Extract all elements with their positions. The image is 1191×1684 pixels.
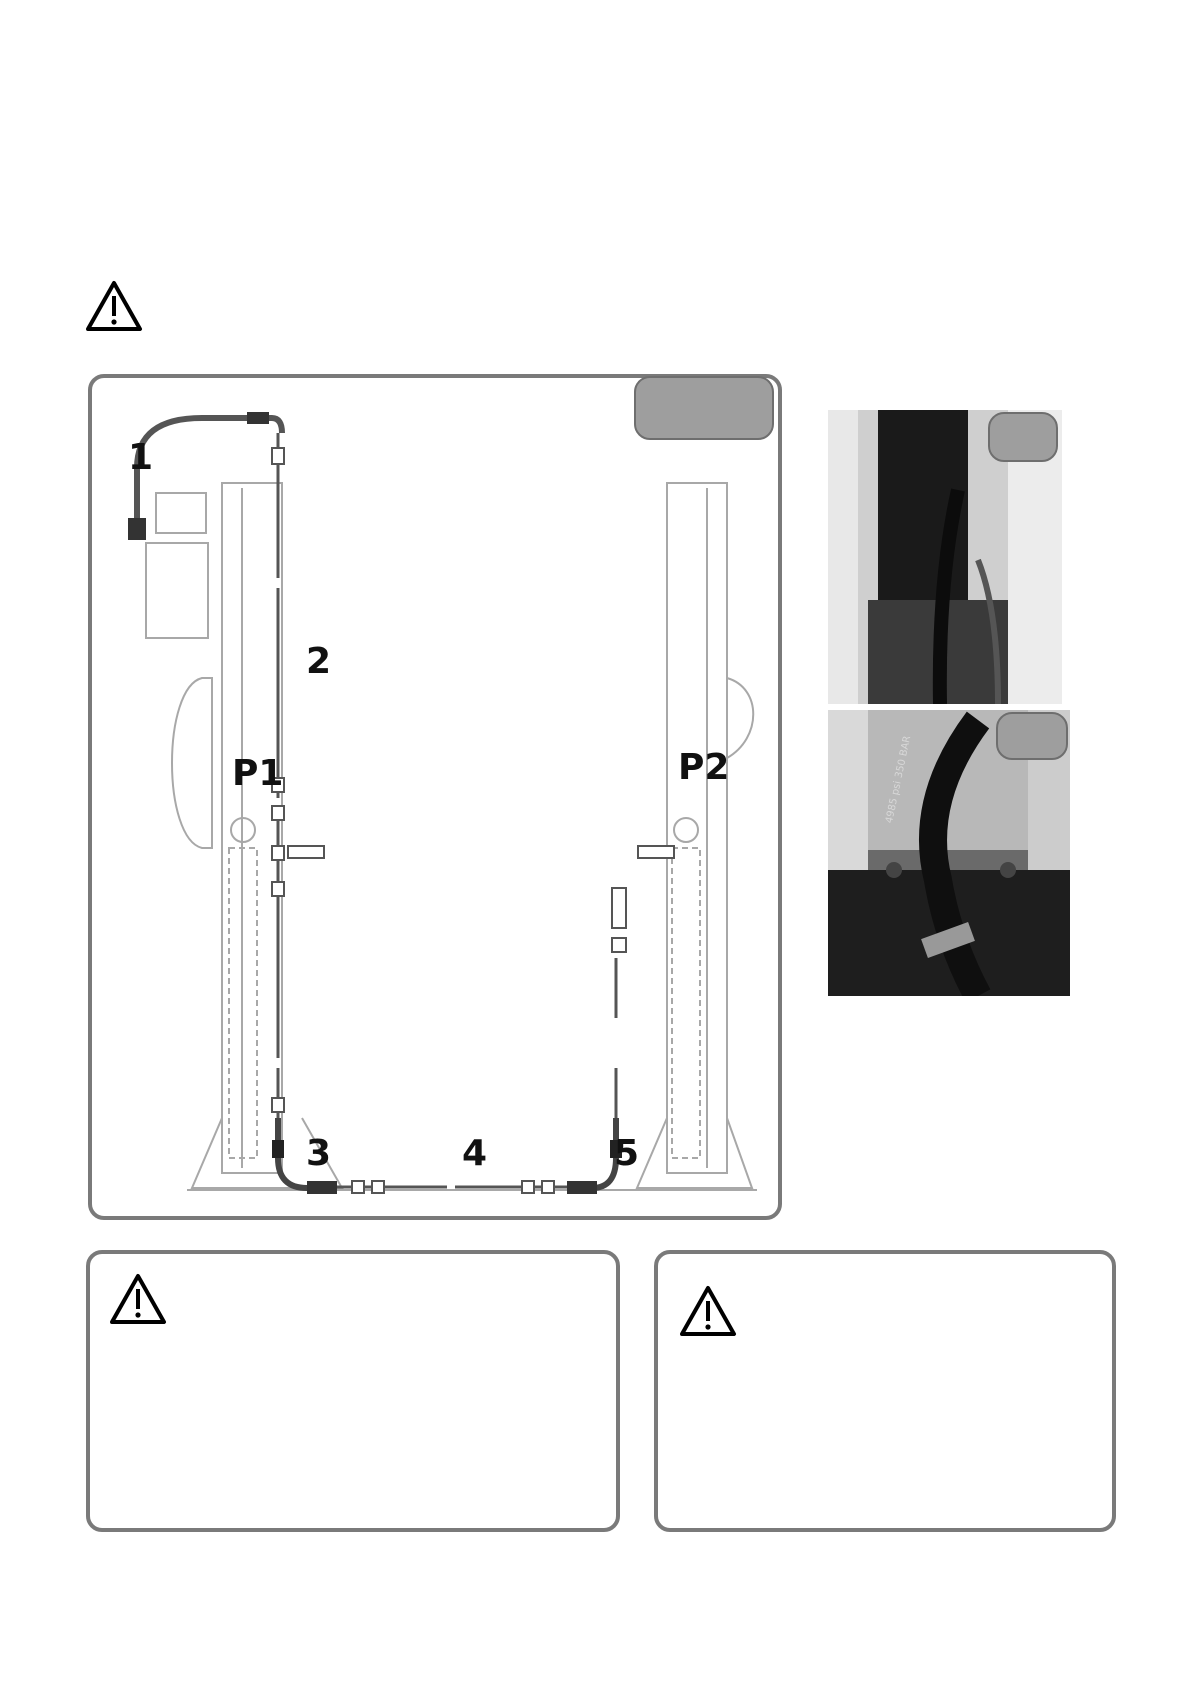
label-4: 4 bbox=[462, 1133, 488, 1174]
photo-column-top bbox=[828, 410, 1062, 704]
diagram-panel bbox=[88, 374, 782, 1220]
photo-tag-2 bbox=[996, 712, 1068, 760]
warning-triangle-icon bbox=[678, 1284, 738, 1338]
photo-tag bbox=[988, 412, 1058, 462]
warning-box-right bbox=[654, 1250, 1116, 1532]
warning-box-left bbox=[86, 1250, 620, 1532]
label-p1: P1 bbox=[232, 753, 284, 794]
label-p2: P2 bbox=[678, 747, 730, 788]
label-3: 3 bbox=[306, 1133, 332, 1174]
warning-triangle-icon bbox=[84, 279, 144, 333]
label-1: 1 bbox=[128, 437, 154, 478]
hydraulic-line-diagram bbox=[92, 378, 778, 1216]
label-5: 5 bbox=[614, 1133, 640, 1174]
label-2: 2 bbox=[306, 641, 332, 682]
hose-print: 4985 psi 350 BAR bbox=[884, 734, 914, 825]
warning-triangle-icon bbox=[108, 1272, 168, 1326]
photo-column-base bbox=[828, 710, 1070, 996]
